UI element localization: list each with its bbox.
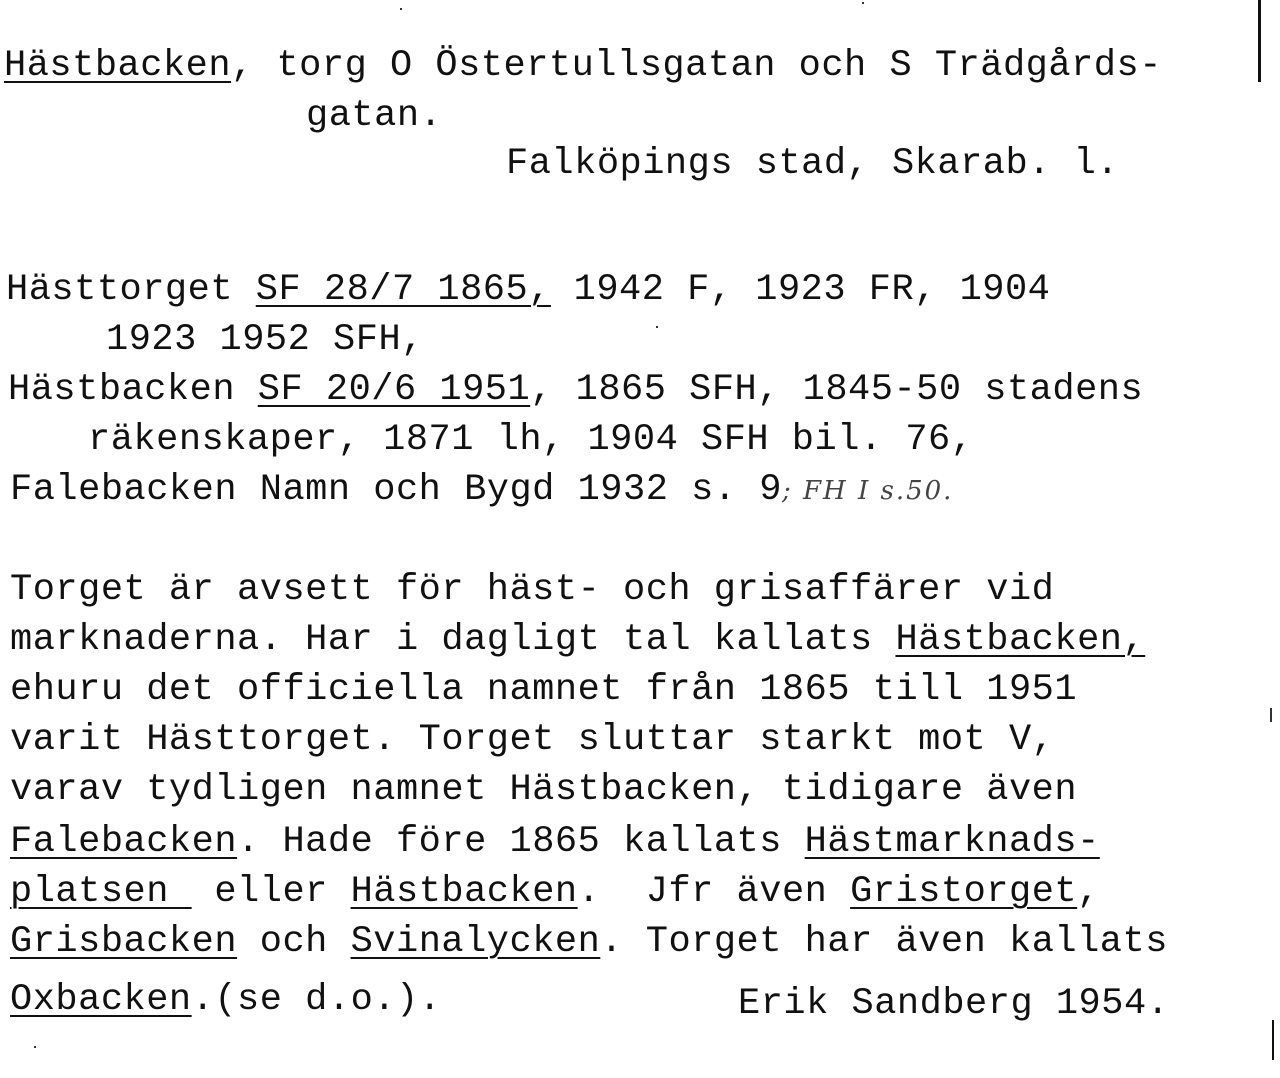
body-line-7 <box>10 870 1100 914</box>
body-line-7-text-2: . Jfr även <box>577 871 851 913</box>
body-line-5: varav tydligen namnet Hästbacken, tidigare även <box>10 769 1078 811</box>
scan-speck <box>656 326 658 328</box>
body-line-3: ehuru det officiella namnet från 1865 till 1951 <box>10 669 1078 711</box>
source-3-name: Hästbacken <box>8 369 258 411</box>
source-line-1 <box>6 268 1050 312</box>
name-falebacken: Falebacken <box>10 821 238 863</box>
source-5-text: Falebacken Namn och Bygd 1932 s. 9 <box>10 469 782 511</box>
body-line-9-text: .(se d.o.). <box>191 979 442 1021</box>
scan-speck <box>1270 708 1272 722</box>
source-line-5 <box>10 468 953 513</box>
name-platsen: platsen <box>10 871 192 913</box>
body-line-8-text-1: och <box>237 921 351 963</box>
name-gristorget: Gristorget <box>850 871 1078 913</box>
body-line-7-text-1: eller <box>191 871 351 913</box>
name-svinalycken: Svinalycken <box>350 921 601 963</box>
body-line-4: varit Hästtorget. Torget sluttar starkt mot V, <box>10 719 1055 761</box>
header-line-1 <box>4 44 1162 88</box>
scan-speck <box>862 2 864 4</box>
name-hastmarknads: Hästmarknads- <box>804 821 1100 863</box>
name-hastbacken-2: Hästbacken <box>350 871 578 913</box>
name-oxbacken: Oxbacken <box>10 979 192 1021</box>
scan-speck <box>400 8 402 10</box>
body-line-6 <box>10 820 1100 864</box>
header-line-1-rest: , torg O Östertullsgatan och S Trädgårds- <box>231 45 1162 87</box>
body-line-1: Torget är avsett för häst- och grisaffärer vid <box>10 569 1055 611</box>
body-line-2 <box>10 618 1145 662</box>
body-line-7-text-3: , <box>1077 871 1100 913</box>
scan-speck <box>34 1046 36 1048</box>
author-signature: Erik Sandberg 1954. <box>738 983 1170 1025</box>
source-3-rest: , 1865 SFH, 1845-50 stadens <box>530 369 1144 411</box>
body-line-6-text: . Hade före 1865 kallats <box>237 821 805 863</box>
body-line-2-text: marknaderna. Har i dagligt tal kallats <box>10 619 896 661</box>
card-edge-mark-bottom <box>1272 1020 1274 1060</box>
source-line-3 <box>8 368 1143 412</box>
source-3-ref: SF 20/6 1951 <box>257 369 531 411</box>
name-hastbacken-1: Hästbacken, <box>895 619 1146 661</box>
body-line-8-text-2: . Torget har även kallats <box>600 921 1168 963</box>
source-1-ref: SF 28/7 1865, <box>255 269 551 311</box>
source-line-4: räkenskaper, 1871 lh, 1904 SFH bil. 76, <box>88 419 974 461</box>
source-1-rest: 1942 F, 1923 FR, 1904 <box>550 269 1051 311</box>
body-line-9 <box>10 978 441 1022</box>
header-line-2: gatan. <box>306 95 443 137</box>
header-line-3: Falköpings stad, Skarab. l. <box>506 143 1119 185</box>
card-edge-mark <box>1258 0 1261 82</box>
handwritten-note: ; FH I s.50. <box>781 476 954 506</box>
body-line-8 <box>10 920 1168 964</box>
source-line-2: 1923 1952 SFH, <box>106 319 424 361</box>
place-name: Hästbacken <box>4 45 232 87</box>
source-1-name: Hästtorget <box>6 269 256 311</box>
name-grisbacken: Grisbacken <box>10 921 238 963</box>
